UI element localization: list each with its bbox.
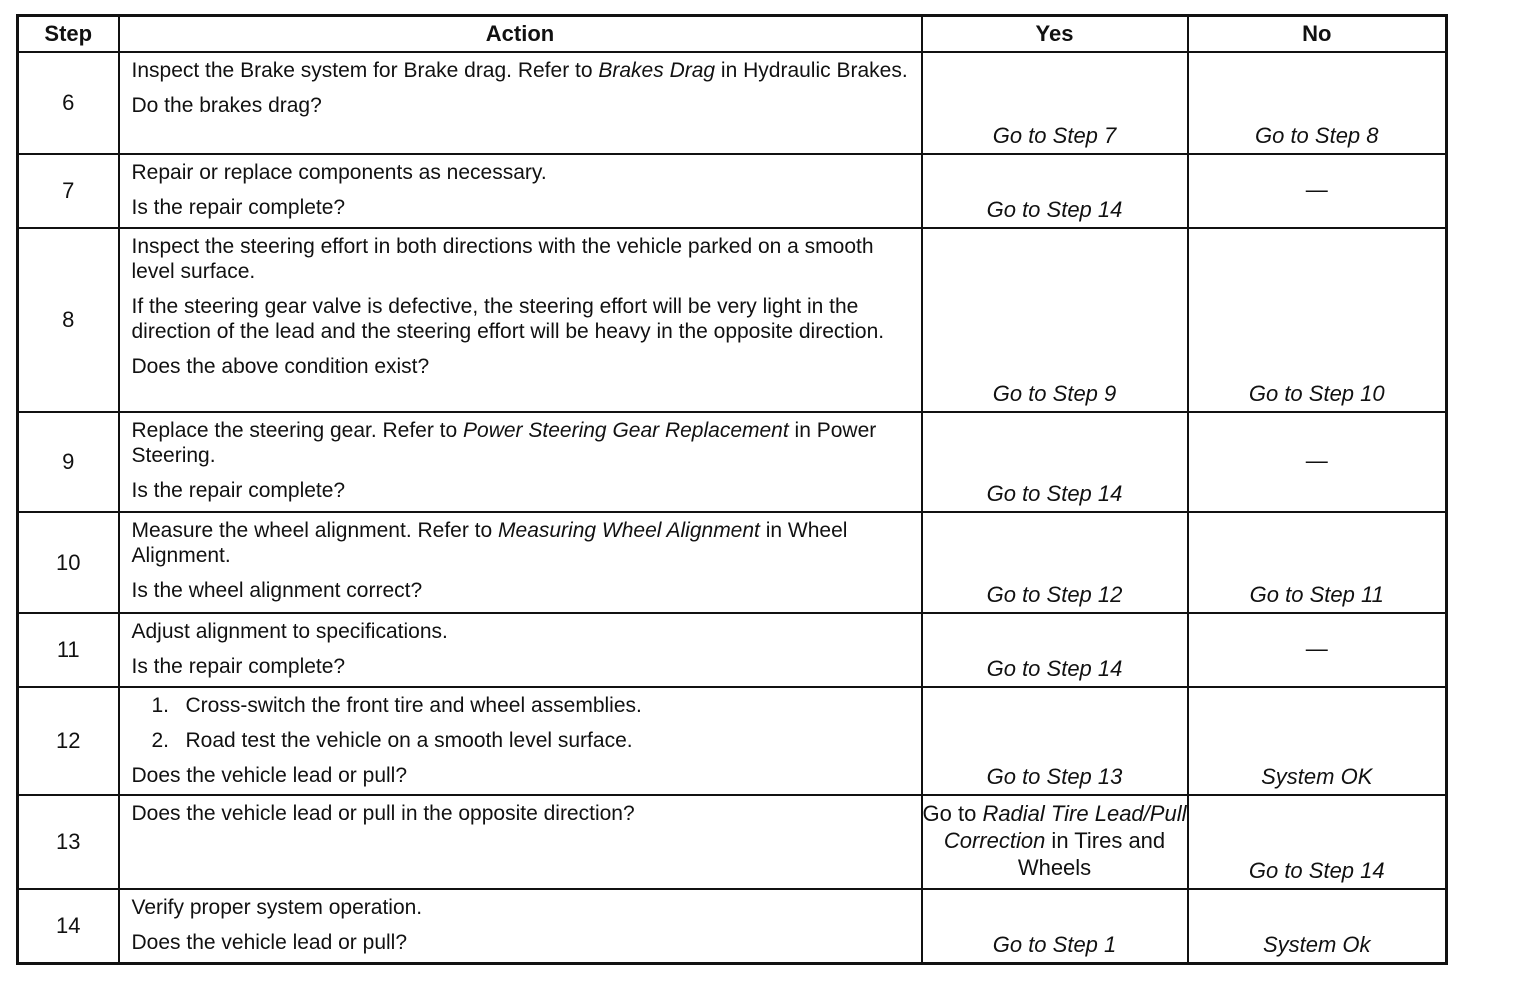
step-number: 9 bbox=[18, 412, 119, 512]
action-text: Adjust alignment to specifications. bbox=[131, 620, 448, 643]
table-row bbox=[18, 687, 1447, 795]
action-cell bbox=[119, 154, 922, 228]
reference-title: Power Steering Gear Replacement bbox=[463, 419, 789, 442]
no-result: Go to Step 11 bbox=[1188, 512, 1447, 613]
yes-result: Go to Step 9 bbox=[922, 228, 1188, 412]
table-row bbox=[18, 512, 1447, 613]
action-question: Is the repair complete? bbox=[131, 479, 346, 502]
yes-result: Go to Step 14 bbox=[922, 154, 1188, 228]
action-text: If the steering gear valve is defective, the steering effort will be very light in the direction of the lead and the steering effort will be heavy in the opposite direction. bbox=[131, 295, 885, 343]
step-number: 8 bbox=[18, 228, 119, 412]
action-text: Inspect the Brake system for Brake drag. Refer to Brakes Drag in Hydraulic Brakes. bbox=[131, 59, 908, 82]
step-number: 6 bbox=[18, 52, 119, 154]
yes-reference: Go to Radial Tire Lead/Pull Correction in Tires and Wheels bbox=[922, 801, 1187, 880]
action-cell bbox=[119, 613, 922, 687]
table-row bbox=[18, 795, 1447, 889]
no-result: — bbox=[1188, 613, 1447, 687]
table-row bbox=[18, 613, 1447, 687]
header-action: Action bbox=[119, 16, 922, 53]
action-question: Do the brakes drag? bbox=[131, 94, 322, 117]
list-item: 2. Road test the vehicle on a smooth level surface. bbox=[151, 729, 633, 752]
action-question: Does the vehicle lead or pull in the opposite direction? bbox=[131, 802, 635, 825]
table-row bbox=[18, 889, 1447, 963]
action-text: Measure the wheel alignment. Refer to Measuring Wheel Alignment in Wheel Alignment. bbox=[131, 519, 848, 567]
action-question: Is the wheel alignment correct? bbox=[131, 579, 423, 602]
header-yes: Yes bbox=[922, 16, 1188, 53]
action-question: Does the vehicle lead or pull? bbox=[131, 764, 408, 787]
yes-result: Go to Step 1 bbox=[922, 889, 1188, 963]
action-cell bbox=[119, 889, 922, 963]
action-cell bbox=[119, 687, 922, 795]
action-question: Is the repair complete? bbox=[131, 655, 346, 678]
list-item: 1. Cross-switch the front tire and wheel assemblies. bbox=[151, 694, 642, 717]
table-row bbox=[18, 412, 1447, 512]
action-cell bbox=[119, 52, 922, 154]
step-number: 10 bbox=[18, 512, 119, 613]
yes-result: Go to Step 7 bbox=[922, 52, 1188, 154]
action-text: Replace the steering gear. Refer to Power Steering Gear Replacement in Power Steering. bbox=[131, 419, 877, 467]
no-result: Go to Step 14 bbox=[1188, 795, 1447, 889]
header-no: No bbox=[1188, 16, 1447, 53]
action-text: Inspect the steering effort in both directions with the vehicle parked on a smooth level surface. bbox=[131, 235, 874, 283]
no-result: — bbox=[1188, 154, 1447, 228]
action-question: Does the vehicle lead or pull? bbox=[131, 931, 408, 954]
step-number: 14 bbox=[18, 889, 119, 963]
action-question: Does the above condition exist? bbox=[131, 355, 430, 378]
no-result: — bbox=[1188, 412, 1447, 512]
action-cell bbox=[119, 512, 922, 613]
header-row bbox=[18, 16, 1447, 53]
no-result: System Ok bbox=[1188, 889, 1447, 963]
yes-result: Go to Step 13 bbox=[922, 687, 1188, 795]
step-number: 12 bbox=[18, 687, 119, 795]
no-result: Go to Step 10 bbox=[1188, 228, 1447, 412]
action-question: Is the repair complete? bbox=[131, 196, 346, 219]
no-result: Go to Step 8 bbox=[1188, 52, 1447, 154]
table-row bbox=[18, 154, 1447, 228]
diagnostic-table bbox=[16, 14, 1448, 965]
table-row bbox=[18, 52, 1447, 154]
header-step: Step bbox=[18, 16, 119, 53]
action-cell bbox=[119, 228, 922, 412]
reference-title: Brakes Drag bbox=[598, 59, 716, 82]
no-result: System OK bbox=[1188, 687, 1447, 795]
step-number: 7 bbox=[18, 154, 119, 228]
action-text: Repair or replace components as necessary. bbox=[131, 161, 547, 184]
step-number: 11 bbox=[18, 613, 119, 687]
yes-result: Go to Step 14 bbox=[922, 613, 1188, 687]
action-text: Verify proper system operation. bbox=[131, 896, 423, 919]
yes-result: Go to Step 12 bbox=[922, 512, 1188, 613]
action-cell bbox=[119, 412, 922, 512]
step-number: 13 bbox=[18, 795, 119, 889]
action-cell bbox=[119, 795, 922, 889]
yes-result: Go to Step 14 bbox=[922, 412, 1188, 512]
reference-title: Measuring Wheel Alignment bbox=[498, 519, 760, 542]
yes-result bbox=[922, 795, 1188, 889]
table-row bbox=[18, 228, 1447, 412]
